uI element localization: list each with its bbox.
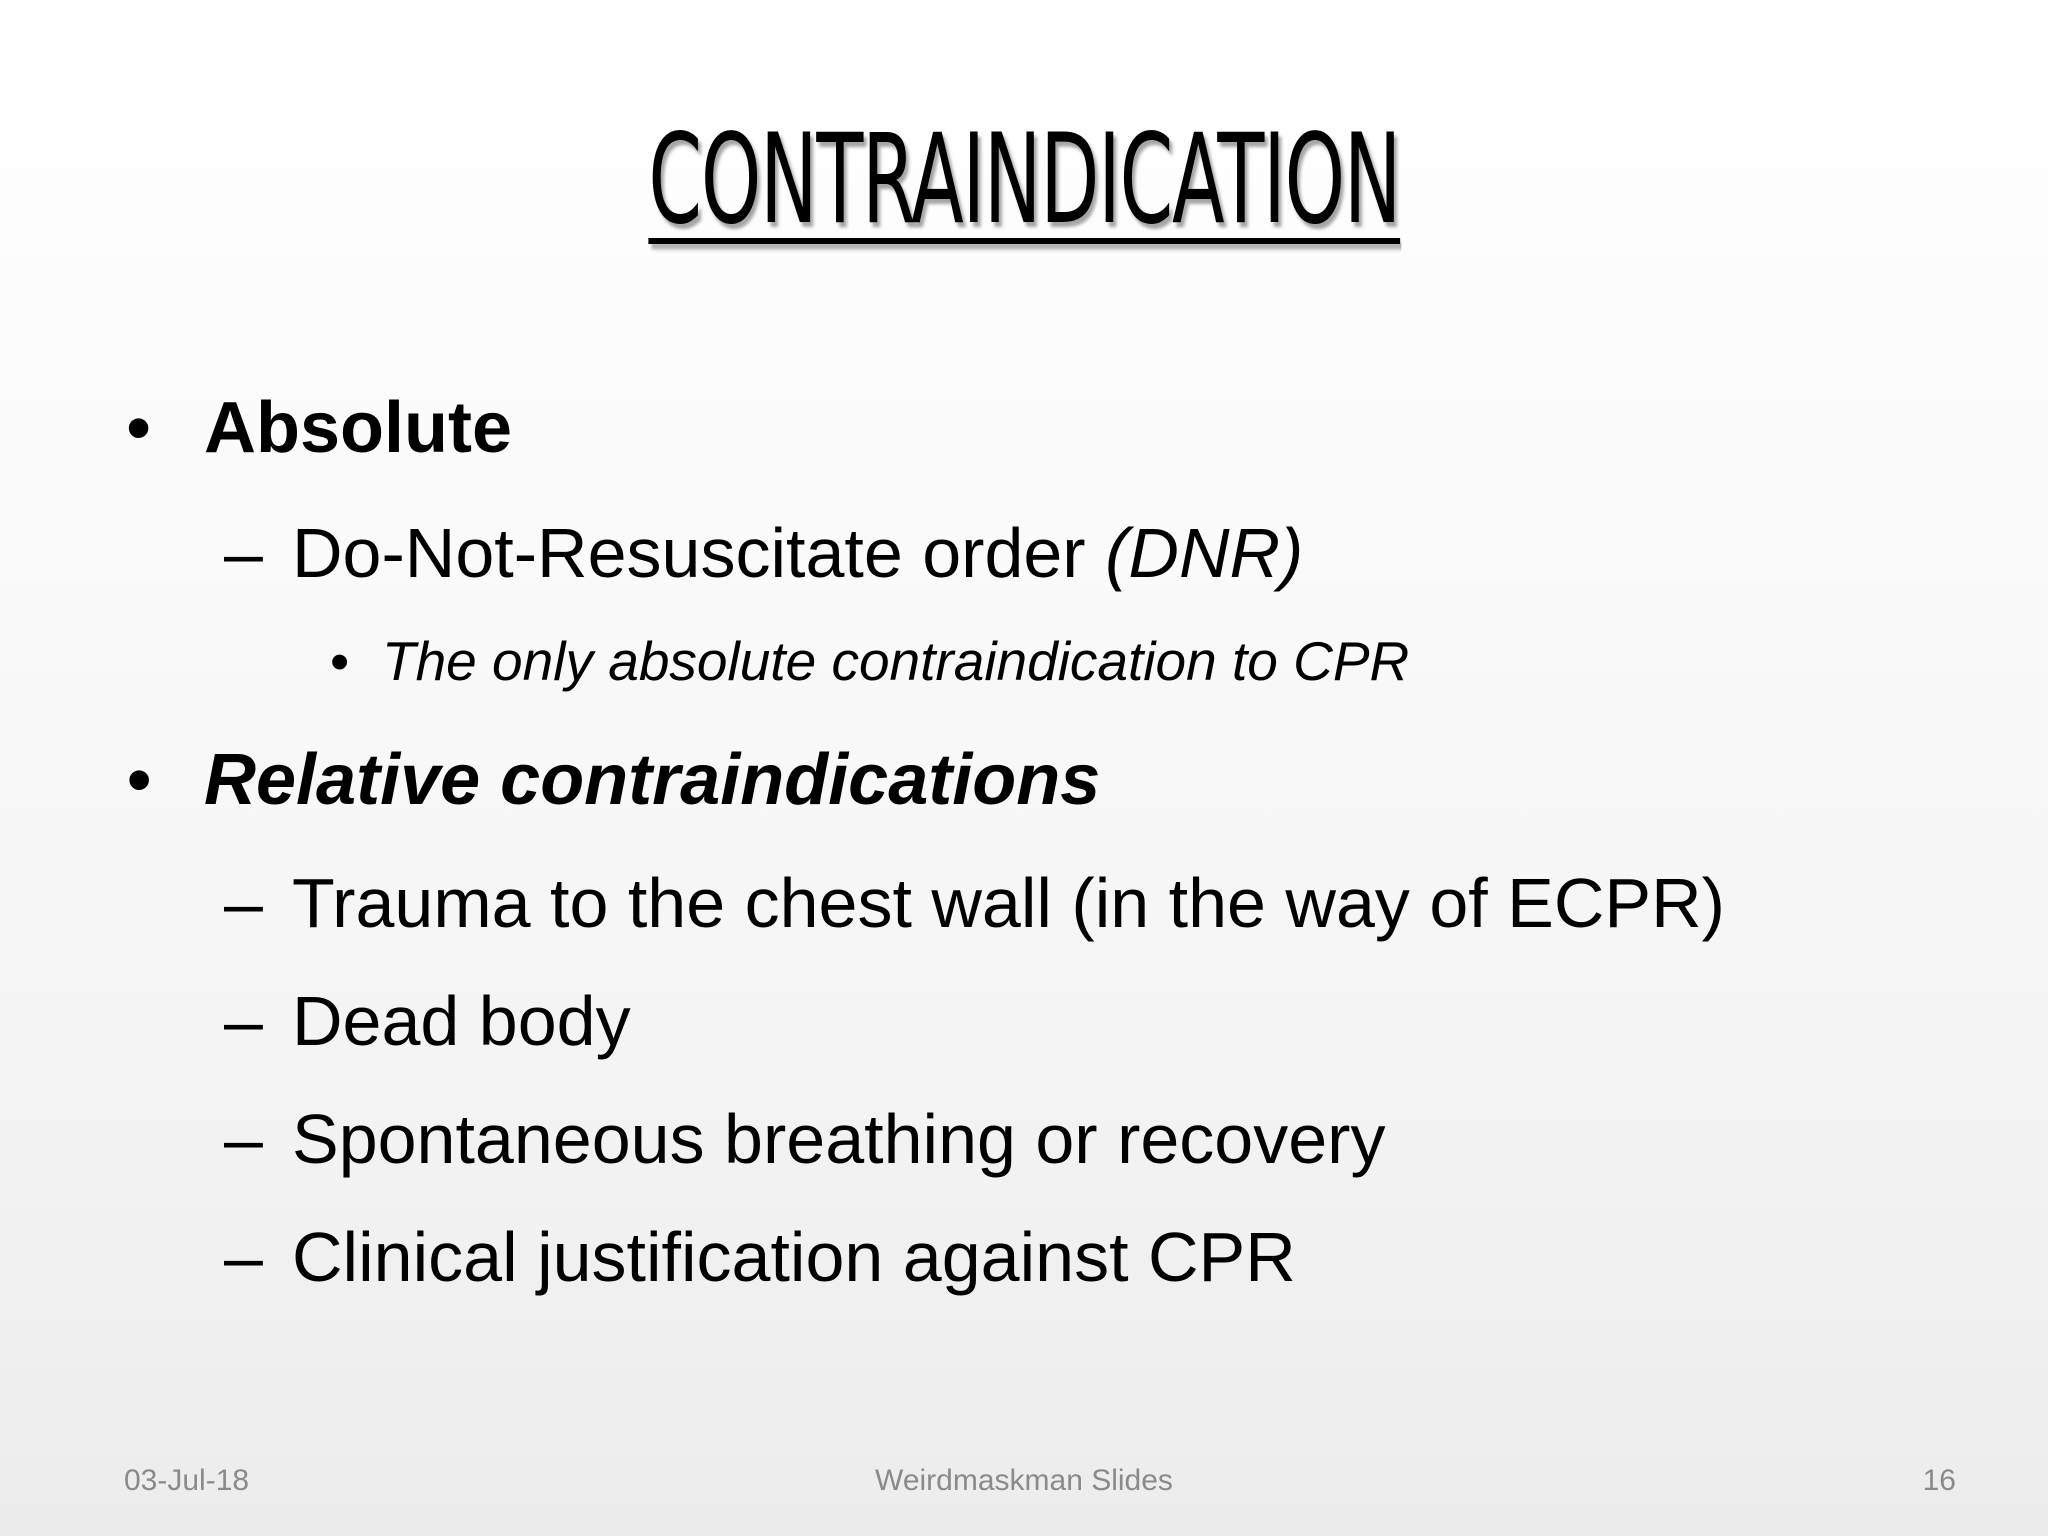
- dash-mark: –: [224, 864, 263, 942]
- subitem-spontaneous-text: Spontaneous breathing or recovery: [292, 1100, 1386, 1178]
- title-area: [0, 108, 2048, 252]
- dash-mark: –: [224, 982, 263, 1060]
- bullet-mark: •: [126, 388, 152, 468]
- subitem-spontaneous: [224, 1100, 1386, 1178]
- subsubitem-only-absolute-text: The only absolute contraindication to CPR: [382, 630, 1410, 692]
- subitem-clinical-text: Clinical justification against CPR: [292, 1218, 1296, 1296]
- subitem-dead-body-text: Dead body: [292, 982, 631, 1060]
- bullet-mark: •: [330, 630, 350, 692]
- dash-mark: –: [224, 514, 263, 592]
- subitem-dead-body: [224, 982, 631, 1060]
- subitem-dnr: [224, 514, 1304, 592]
- bullet-absolute-label: Absolute: [204, 388, 513, 468]
- bullet-mark: •: [126, 740, 152, 820]
- subitem-clinical: [224, 1218, 1296, 1296]
- footer-center: Weirdmaskman Slides: [875, 1464, 1173, 1497]
- dash-mark: –: [224, 1218, 263, 1296]
- bullet-absolute: [126, 388, 513, 468]
- subitem-trauma-text: Trauma to the chest wall (in the way of ECPR): [292, 864, 1725, 942]
- subsubitem-only-absolute: [330, 630, 1410, 692]
- dash-mark: –: [224, 1100, 263, 1178]
- footer-date: 03-Jul-18: [124, 1464, 250, 1497]
- bullet-relative-label: Relative contraindications: [204, 740, 1101, 820]
- slide-title: CONTRAINDICATION: [648, 108, 1400, 252]
- footer-page-number: 16: [1922, 1464, 1956, 1497]
- subitem-dnr-emphasis: (DNR): [1105, 514, 1304, 592]
- subitem-dnr-text: Do-Not-Resuscitate order: [292, 514, 1106, 592]
- subitem-trauma: [224, 864, 1725, 942]
- bullet-relative: [126, 740, 1101, 820]
